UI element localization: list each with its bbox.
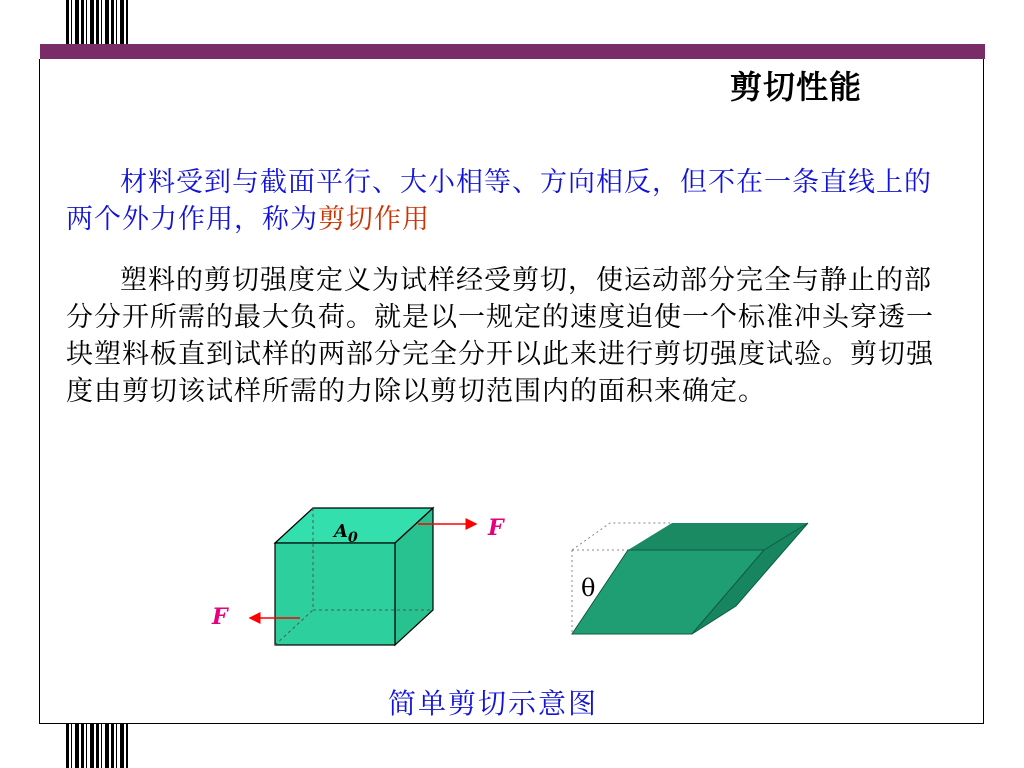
force-label-right: F bbox=[488, 515, 504, 541]
cube-figure bbox=[275, 508, 433, 645]
slide-title: 剪切性能 bbox=[730, 68, 863, 106]
shear-diagram bbox=[200, 500, 840, 660]
definition-paragraph bbox=[66, 164, 951, 238]
header-band bbox=[40, 44, 985, 59]
diagram-caption: 简单剪切示意图 bbox=[388, 687, 599, 720]
definition-highlight: 剪切作用 bbox=[318, 204, 430, 235]
area-label: $A_0$ bbox=[334, 521, 358, 546]
force-label-left: F bbox=[212, 604, 228, 630]
cube-front-face bbox=[275, 543, 395, 645]
barcode-decoration-top bbox=[66, 0, 128, 44]
barcode-decoration-bottom bbox=[66, 724, 128, 768]
sheared-block-figure bbox=[572, 523, 808, 634]
angle-label: θ bbox=[581, 574, 596, 602]
description-paragraph: 塑料的剪切强度定义为试样经受剪切，使运动部分完全与静止的部分分开所需的最大负荷。就是以一规定的速度迫使一个标准冲头穿透一块塑料板直到试样的两部分完全分开以此来进行剪切强度试验。剪切强度由剪切该试样所需的力除以剪切范围内的面积来确定。 bbox=[66, 265, 934, 407]
definition-text: 材料受到与截面平行、大小相等、方向相反，但不在一条直线上的两个外力作用，称为 bbox=[66, 167, 932, 235]
